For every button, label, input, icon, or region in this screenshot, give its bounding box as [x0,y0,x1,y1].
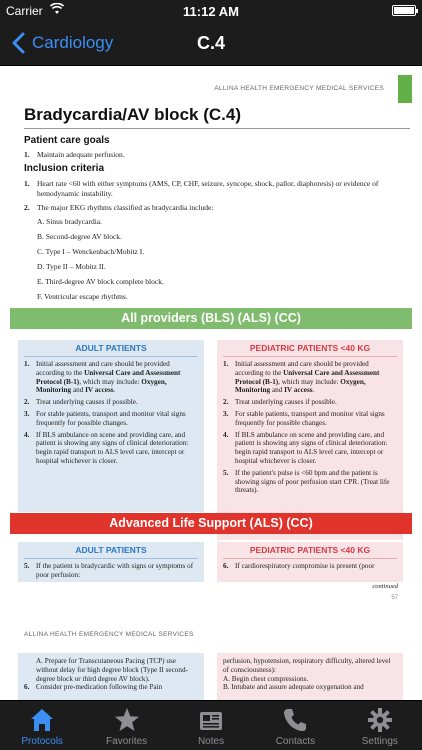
battery-icon [392,5,416,16]
pediatric-patients-heading: PEDIATRIC PATIENTS <40 KG [249,343,371,353]
section-color-tab [398,75,412,103]
pediatric-patients-box [217,340,403,540]
list-item: 5. If the patient is bradycardic with signs or symptoms of poor perfusion: [24,562,194,579]
list-item: 1. Initial assessment and care should be provided according to the Universal Care and Assessment Protocol (B-1), which may include: Oxygen, Monitoring and IV access. [223,360,380,395]
tab-label: Settings [361,736,398,747]
list-item: A. Begin chest compressions. [223,674,309,683]
back-button-label: Cardiology [32,33,114,52]
notes-icon [197,706,225,734]
org-header: ALLINA HEALTH EMERGENCY MEDICAL SERVICES [214,85,384,92]
navigation-bar [0,22,422,66]
list-item: perfusion, hypotension, respiratory difficulty, altered level of consciousness): [223,657,391,674]
item-text: Heart rate <60 with either symptoms (AMS, CP, CHF, seizure, syncope, shock, pallor, diaphoresis) or evidence of hemodynamic instability. [37,179,379,198]
document-title: Bradycardia/AV block (C.4) [24,105,241,124]
item-text: Maintain adequate perfusion. [37,150,125,159]
star-icon [113,706,141,734]
als-adult-box [18,542,204,582]
tab-label: Favorites [106,736,148,747]
goal-item [24,150,392,160]
adult-patients-heading: ADULT PATIENTS [75,343,147,353]
item-text: The major EKG rhythms classified as bradycardia include: [37,203,214,212]
tab-settings[interactable] [338,701,422,750]
adult-patients-heading: ADULT PATIENTS [75,545,147,555]
status-bar [0,0,422,22]
phone-icon [281,706,309,734]
carrier-label: Carrier [6,4,43,18]
goals-heading: Patient care goals [24,135,110,146]
rhythm-item: F. Ventricular escape rhythms. [37,292,128,301]
tab-notes[interactable] [169,701,253,750]
list-item: 1. Initial assessment and care should be provided according to the Universal Care and Assessment Protocol (B-1), which may include: Oxygen, Monitoring and IV access. [24,360,181,395]
rhythm-item: D. Type II – Mobitz II. [37,262,106,271]
chevron-left-icon [8,31,30,55]
inclusion-item [24,203,392,213]
list-item: 4. If BLS ambulance on scene and providing care, and patient is showing any signs of clinical deterioration: begin rapid transport to ALS level care, intercept or hospital whichever is closer. [223,430,388,465]
item-number: 1. [24,150,30,159]
rhythm-item: B. Second-degree AV block. [37,232,122,241]
tab-favorites[interactable] [84,701,168,750]
page-number: 57 [391,595,398,601]
rhythm-item: C. Type I – Wenckenbach/Mobitz I. [37,247,145,256]
list-item: 3. For stable patients, transport and monitor vital signs frequently for possible changes. [24,409,186,427]
page2-adult-box [18,653,204,700]
inclusion-heading: Inclusion criteria [24,163,105,174]
all-providers-banner: All providers (BLS) (ALS) (CC) [10,308,412,329]
list-item: 6. Consider pre-medication following the Pain [24,683,163,692]
tab-label: Notes [197,736,225,747]
clock: 11:12 AM [183,4,239,19]
list-item: 4. If BLS ambulance on scene and providing care, and patient is showing any signs of clinical deterioration: begin rapid transport to ALS level care, intercept or hospital whichever is closer. [24,430,189,465]
item-number: 2. [24,203,30,212]
protocol-document[interactable] [0,67,422,700]
als-banner: Advanced Life Support (ALS) (CC) [10,513,412,534]
list-item: 6. If cardiorespiratory compromise is present (poor [223,562,375,570]
item-number: 1. [24,179,30,188]
pediatric-patients-heading: PEDIATRIC PATIENTS <40 KG [249,545,371,555]
gear-icon [366,706,394,734]
list-item: 5. If the patient's pulse is <60 bpm and the patient is showing signs of poor perfusion start CPR. (Treat life threats). [223,468,390,495]
rhythm-item: E. Third-degree AV block complete block. [37,277,164,286]
list-item: 3. For stable patients, transport and monitor vital signs frequently for possible changes. [223,409,385,427]
back-button[interactable] [8,31,113,55]
page2-pediatric-box [217,653,403,700]
list-item: 2. Treat underlying causes if possible. [24,398,138,407]
page-title: C.4 [196,33,225,53]
rhythm-item: A. Sinus bradycardia. [37,217,102,226]
list-item: B. Intubate and assure adequate oxygenation and [223,683,364,692]
tab-label: Protocols [21,736,64,747]
org-header: ALLINA HEALTH EMERGENCY MEDICAL SERVICES [24,631,194,638]
divider [24,128,410,129]
list-item: 2. Treat underlying causes if possible. [223,398,337,407]
inclusion-item [24,179,392,198]
adult-patients-box [18,340,204,512]
als-pediatric-box [217,542,403,582]
tab-label: Contacts [275,736,316,747]
tab-protocols[interactable] [0,701,84,750]
continued-label: continued [372,583,398,590]
tab-contacts[interactable] [253,701,337,750]
house-icon [28,706,56,734]
list-item: A. Prepare for Transcutaneous Pacing (TCP) use without delay for high degree block (Type II second-degree block or third degree AV block). [36,657,188,683]
tab-bar [0,700,422,750]
